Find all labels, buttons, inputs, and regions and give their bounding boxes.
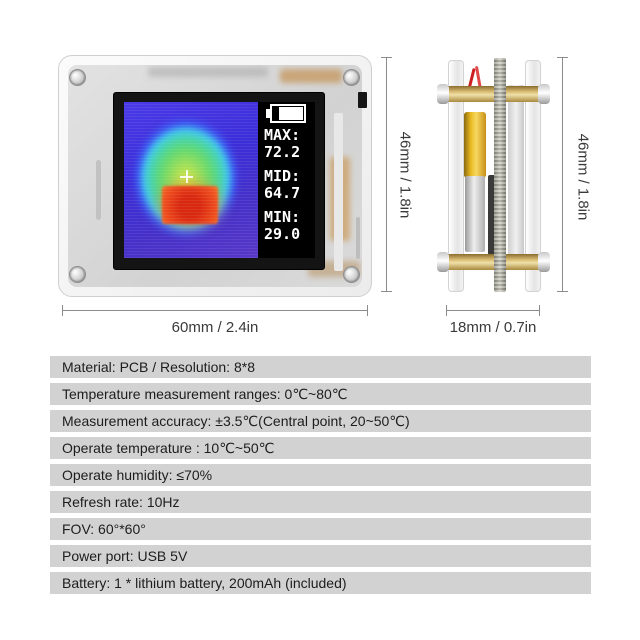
thermal-camera-side-view <box>446 60 541 290</box>
scanline-overlay <box>124 102 258 258</box>
spec-row: Temperature measurement ranges: 0℃~80℃ <box>50 383 591 405</box>
standoff-screw <box>538 84 550 104</box>
max-label: MAX: <box>264 126 301 144</box>
thermal-camera-front-view <box>58 55 372 297</box>
battery-fill <box>279 107 303 120</box>
pcb-hint <box>148 67 268 77</box>
pcb-edge <box>494 58 506 292</box>
lithium-battery <box>464 112 486 178</box>
min-label: MIN: <box>264 208 301 226</box>
lithium-battery-body <box>465 176 485 252</box>
spec-row: Refresh rate: 10Hz <box>50 491 591 513</box>
spec-row: Operate temperature : 10℃~50℃ <box>50 437 591 459</box>
max-value: 72.2 <box>264 143 301 161</box>
temperature-readout-panel <box>258 102 315 258</box>
dimension-label-front-width: 60mm / 2.4in <box>171 319 259 336</box>
thermal-display <box>124 102 315 258</box>
dimension-line-front-width <box>62 310 368 311</box>
case-slot <box>96 160 101 220</box>
spec-row: Measurement accuracy: ±3.5℃(Central point, 20~50℃) <box>50 410 591 432</box>
spec-row: Material: PCB / Resolution: 8*8 <box>50 356 591 378</box>
thermal-image <box>124 102 258 258</box>
standoff-screw <box>538 252 550 272</box>
screw-icon <box>343 266 360 283</box>
mid-label: MID: <box>264 167 301 185</box>
dimension-line-side-depth <box>446 310 540 311</box>
spec-list <box>50 356 591 599</box>
spec-row: FOV: 60°*60° <box>50 518 591 540</box>
min-value: 29.0 <box>264 225 301 243</box>
power-button <box>358 92 367 108</box>
spec-row: Operate humidity: ≤70% <box>50 464 591 486</box>
screw-icon <box>69 266 86 283</box>
dimension-line-front-height <box>386 57 387 292</box>
screw-icon <box>69 69 86 86</box>
standoff-screw <box>437 84 449 104</box>
pcb-hint <box>280 69 342 83</box>
dimension-label-side-height: 46mm / 1.8in <box>574 133 592 221</box>
battery-icon <box>266 105 306 122</box>
screw-icon <box>343 69 360 86</box>
dimension-line-side-height <box>562 57 563 292</box>
dimension-label-front-height: 46mm / 1.8in <box>396 131 414 219</box>
spec-row: Battery: 1 * lithium battery, 200mAh (included) <box>50 572 591 594</box>
side-screen-stack <box>508 85 524 265</box>
battery-body <box>270 104 306 123</box>
mid-value: 64.7 <box>264 184 301 202</box>
dimension-label-side-depth: 18mm / 0.7in <box>449 319 537 336</box>
spec-row: Power port: USB 5V <box>50 545 591 567</box>
standoff-screw <box>437 252 449 272</box>
case-slot <box>356 217 360 259</box>
lcd-module-edge <box>334 113 343 271</box>
lcd-screen <box>113 92 325 270</box>
